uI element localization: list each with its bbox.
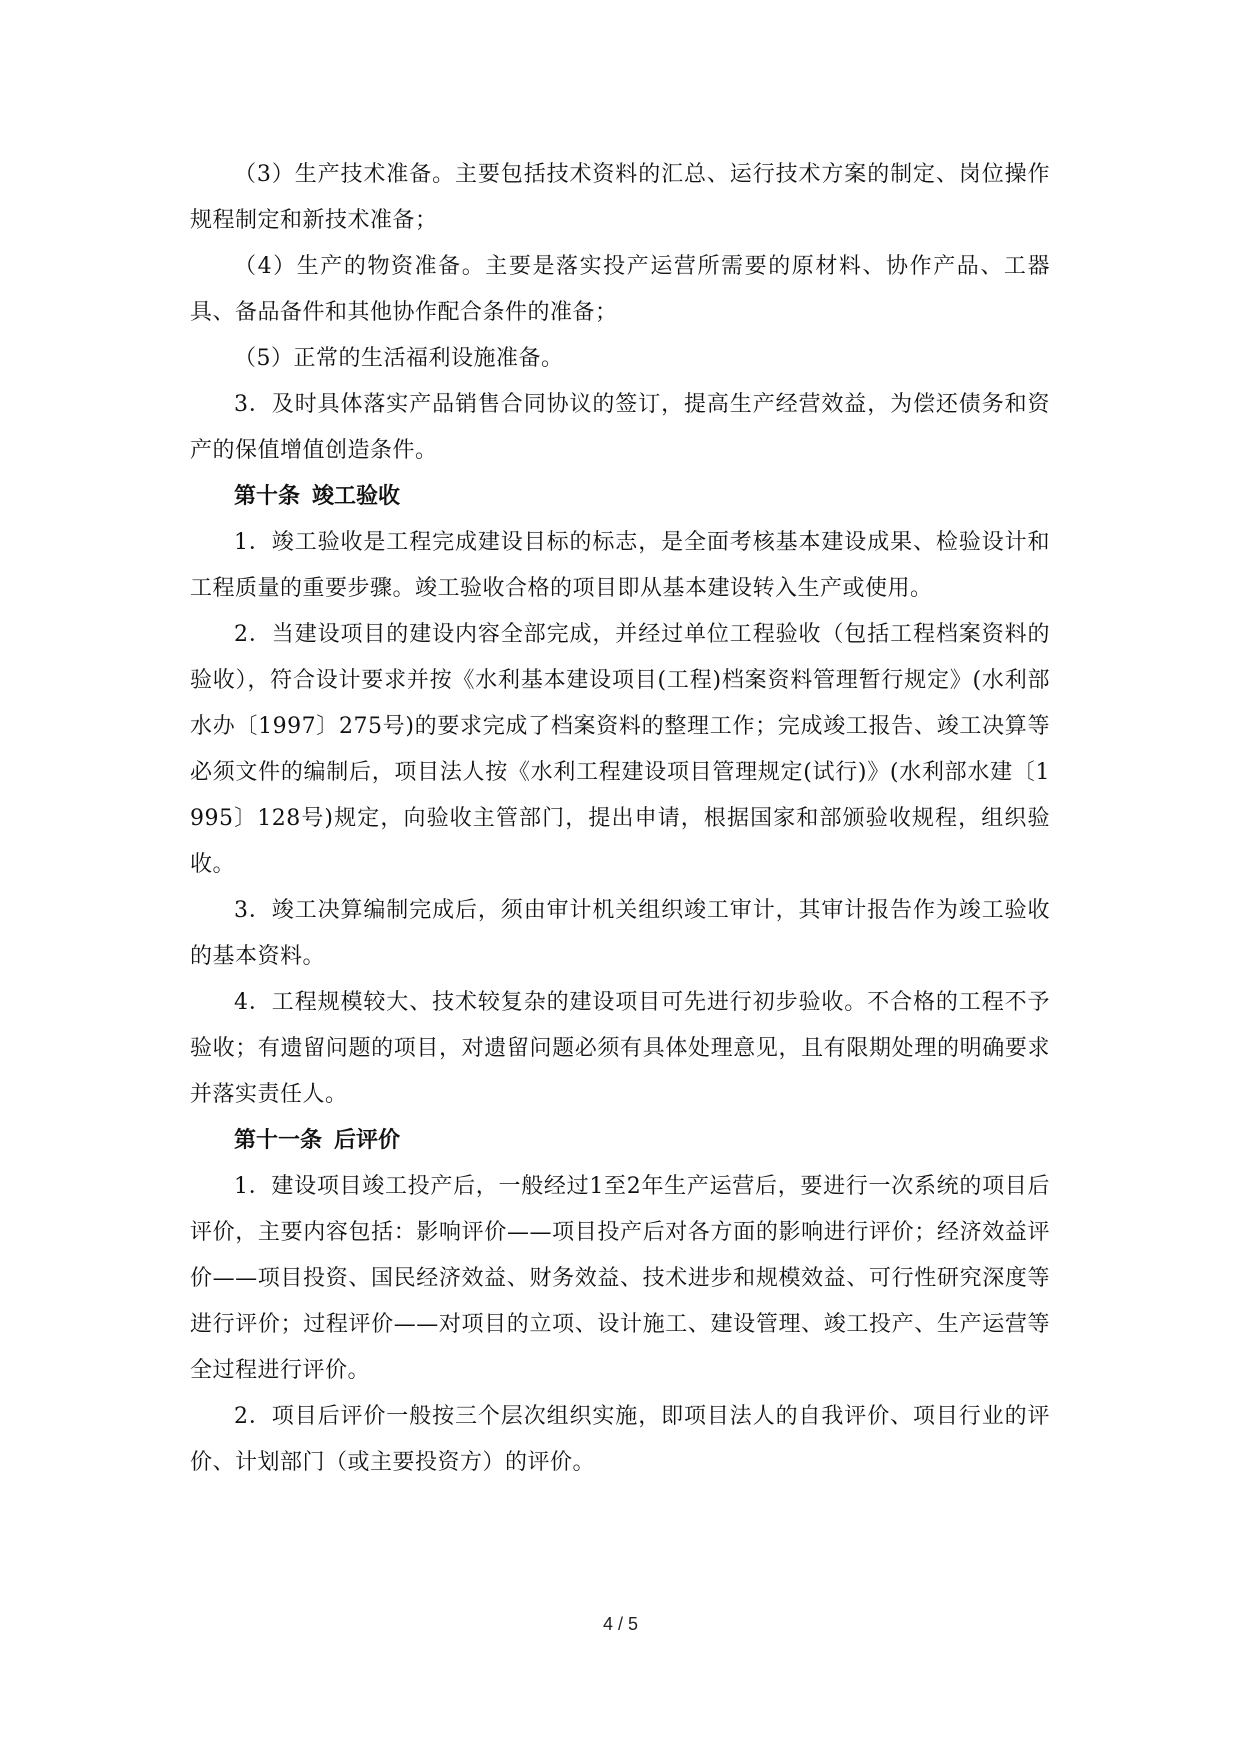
section-heading-completion-acceptance	[190, 474, 1050, 520]
section-number: 第十条	[234, 484, 301, 509]
paragraph-evaluation-2: 2．项目后评价一般按三个层次组织实施，即项目法人的自我评价、项目行业的评价、计划部门（或主要投资方）的评价。	[190, 1404, 1050, 1475]
paragraph-acceptance-1: 1．竣工验收是工程完成建设目标的标志，是全面考核基本建设成果、检验设计和工程质量的重要步骤。竣工验收合格的项目即从基本建设转入生产或使用。	[190, 530, 1050, 601]
paragraph-welfare-prep: （5）正常的生活福利设施准备。	[234, 346, 564, 371]
paragraph-acceptance-2: 2．当建设项目的建设内容全部完成，并经过单位工程验收（包括工程档案资料的验收），符合设计要求并按《水利基本建设项目(工程)档案资料管理暂行规定》(水利部水办〔1997〕275号)的要求完成了档案资料的整理工作；完成竣工报告、竣工决算等必须文件的编制后，项目法人按《水利工程建设项目管理规定(试行)》(水利部水建〔1995〕128号)规定，向验收主管部门，提出申请，根据国家和部颁验收规程，组织验收。	[190, 622, 1050, 877]
paragraph-production-tech-prep: （3）生产技术准备。主要包括技术资料的汇总、运行技术方案的制定、岗位操作规程制定和新技术准备；	[190, 162, 1050, 233]
paragraph-sales-contracts: 3．及时具体落实产品销售合同协议的签订，提高生产经营效益，为偿还债务和资产的保值增值创造条件。	[190, 392, 1050, 463]
section-number: 第十一条	[234, 1128, 323, 1153]
page-number: 4 / 5	[602, 1614, 639, 1634]
section-title: 后评价	[334, 1128, 401, 1153]
paragraph-material-prep: （4）生产的物资准备。主要是落实投产运营所需要的原材料、协作产品、工器具、备品备件和其他协作配合条件的准备；	[190, 254, 1050, 325]
section-heading-post-evaluation	[190, 1118, 1050, 1164]
document-page	[190, 152, 1050, 1486]
paragraph-evaluation-1: 1．建设项目竣工投产后，一般经过1至2年生产运营后，要进行一次系统的项目后评价，主要内容包括：影响评价——项目投产后对各方面的影响进行评价；经济效益评价——项目投资、国民经济效益、财务效益、技术进步和规模效益、可行性研究深度等进行评价；过程评价——对项目的立项、设计施工、建设管理、竣工投产、生产运营等全过程进行评价。	[190, 1174, 1050, 1383]
paragraph-acceptance-3: 3．竣工决算编制完成后，须由审计机关组织竣工审计，其审计报告作为竣工验收的基本资料。	[190, 898, 1050, 969]
section-title: 竣工验收	[312, 484, 401, 509]
paragraph-acceptance-4: 4．工程规模较大、技术较复杂的建设项目可先进行初步验收。不合格的工程不予验收；有遗留问题的项目，对遗留问题必须有具体处理意见，且有限期处理的明确要求并落实责任人。	[190, 990, 1050, 1107]
